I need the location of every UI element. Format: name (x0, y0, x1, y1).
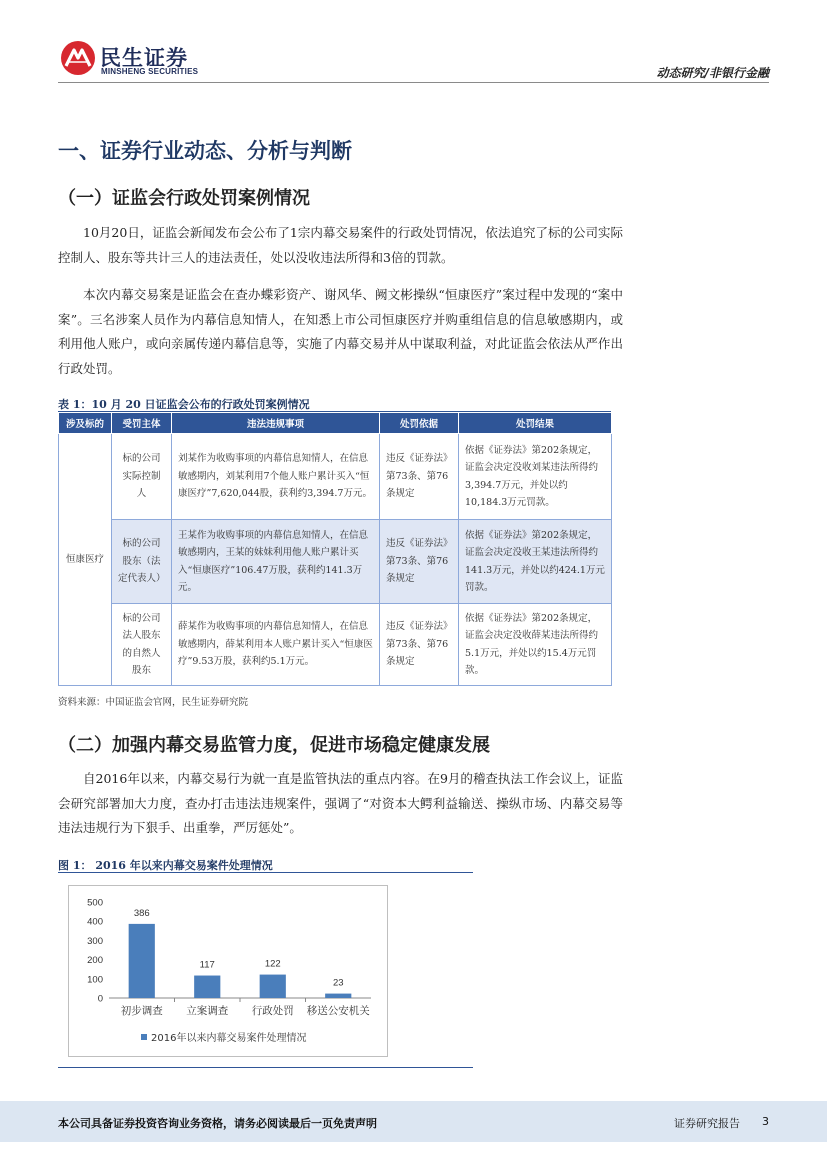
table-cell-basis: 违反《证券法》第73条、第76条规定 (380, 520, 459, 604)
table-cell-subject: 标的公司法人股东的自然人股东 (112, 604, 172, 686)
paragraph-2: 本次内幕交易案是证监会在查办蝶彩资产、谢风华、阙文彬操纵“恒康医疗”案过程中发现的“案中案”。三名涉案人员作为内幕信息知情人，在知悉上市公司恒康医疗并购重组信息的信息敏感期内，或利用他人账户，或向亲属传递内幕信息等，实施了内幕交易并从中谋取利益，对此证监会依法从严作出行政处罚。 (58, 287, 623, 376)
table-cell-subject: 标的公司股东（法定代表人） (112, 520, 172, 604)
page-number: 3 (762, 1115, 769, 1128)
section-title: 一、证券行业动态、分析与判断 (58, 139, 352, 163)
table-cell-result: 依据《证券法》第202条规定，证监会决定没收薛某违法所得约5.1万元，并处以约15.4万元罚款。 (459, 604, 612, 686)
report-category: 动态研究/非银行金融 (656, 66, 769, 80)
figure-caption-rule (58, 872, 473, 873)
figure-caption: 图 1： 2016 年以来内幕交易案件处理情况 (58, 859, 273, 872)
table-cell-violation: 刘某作为收购事项的内幕信息知情人，在信息敏感期内，刘某利用7个他人账户累计买入“恒康医疗”7,620,044股，获利约3,394.7万元。 (172, 434, 380, 520)
logo-text-en: MINSHENG SECURITIES (101, 67, 199, 76)
table-cell-company: 恒康医疗 (59, 434, 112, 686)
bar-data-label: 122 (264, 958, 281, 970)
legend-swatch (141, 1034, 147, 1040)
table-cell-result: 依据《证券法》第202条规定，证监会决定没收刘某违法所得约3,394.7万元，并处以约10,184.3万元罚款。 (459, 434, 612, 520)
table-header-cell: 处罚依据 (380, 413, 459, 434)
x-tick-label: 立案调查 (186, 1005, 229, 1017)
table-row (59, 604, 612, 686)
table-cell-result: 依据《证券法》第202条规定，证监会决定没收王某违法所得约141.3万元，并处以约424.1万元罚款。 (459, 520, 612, 604)
chart-canvas (69, 886, 387, 1056)
table-header-cell: 违法违规事项 (172, 413, 380, 434)
y-tick-label: 400 (87, 916, 103, 928)
bar-data-label: 23 (332, 977, 344, 989)
table-header-row (59, 413, 612, 434)
table-header-cell: 涉及标的 (59, 413, 112, 434)
bar (260, 975, 286, 998)
table-source: 资料来源：中国证监会官网，民生证券研究院 (58, 697, 249, 708)
table-header-cell: 受罚主体 (112, 413, 172, 434)
y-tick-label: 0 (97, 993, 103, 1005)
x-tick-label: 初步调查 (120, 1005, 163, 1017)
table-row (59, 434, 612, 520)
table-cell-violation: 薛某作为收购事项的内幕信息知情人，在信息敏感期内，薛某利用本人账户累计买入“恒康医疗”9.53万股，获利约5.1万元。 (172, 604, 380, 686)
company-logo (60, 40, 210, 80)
table-cell-basis: 违反《证券法》第73条、第76条规定 (380, 604, 459, 686)
paragraph-1: 10月20日，证监会新闻发布会公布了1宗内幕交易案件的行政处罚情况，依法追究了标的公司实际控制人、股东等共计三人的违法责任，处以没收违法所得和3倍的罚款。 (58, 225, 623, 265)
logo-text-cn: 民生证券 (100, 46, 188, 70)
bar-chart (68, 885, 388, 1057)
bar-data-label: 117 (199, 959, 215, 971)
subsection-title-2: （二）加强内幕交易监管力度，促进市场稳定健康发展 (58, 735, 490, 756)
x-tick-label: 行政处罚 (251, 1005, 294, 1017)
bar (129, 924, 155, 998)
table-caption: 表 1：10 月 20 日证监会公布的行政处罚案例情况 (58, 398, 310, 411)
table-header-cell: 处罚结果 (459, 413, 612, 434)
bar (194, 976, 220, 998)
paragraph-3: 自2016年以来，内幕交易行为就一直是监管执法的重点内容。在9月的稽查执法工作会议上，证监会研究部署加大力度，查办打击违法违规案件，强调了“对资本大鳄利益输送、操纵市场、内幕交易等违法违规行为下狠手、出重拳，严厉惩处”。 (58, 771, 623, 835)
y-tick-label: 100 (87, 974, 103, 986)
y-tick-label: 300 (87, 935, 103, 947)
table-cell-subject: 标的公司实际控制人 (112, 434, 172, 520)
bar-data-label: 386 (133, 907, 150, 919)
y-tick-label: 500 (87, 897, 103, 909)
table-cell-basis: 违反《证券法》第73条、第76条规定 (380, 434, 459, 520)
footer-report-type: 证券研究报告 (674, 1117, 740, 1130)
x-tick-label: 移送公安机关 (306, 1005, 370, 1017)
footer-disclaimer: 本公司具备证券投资咨询业务资格，请务必阅读最后一页免责声明 (58, 1117, 377, 1130)
legend-label: 2016年以来内幕交易案件处理情况 (151, 1033, 307, 1044)
y-tick-label: 200 (87, 955, 103, 967)
bar (325, 994, 351, 998)
penalty-case-table (58, 412, 612, 686)
table-cell-violation: 王某作为收购事项的内幕信息知情人，在信息敏感期内，王某的妹妹利用他人账户累计买入“恒康医疗”106.47万股，获利约141.3万元。 (172, 520, 380, 604)
subsection-title-1: （一）证监会行政处罚案例情况 (58, 188, 310, 209)
minsheng-logo-icon (60, 40, 96, 76)
table-row (59, 520, 612, 604)
header-divider (58, 82, 769, 83)
figure-bottom-rule (58, 1067, 473, 1068)
page-footer (0, 1101, 827, 1142)
